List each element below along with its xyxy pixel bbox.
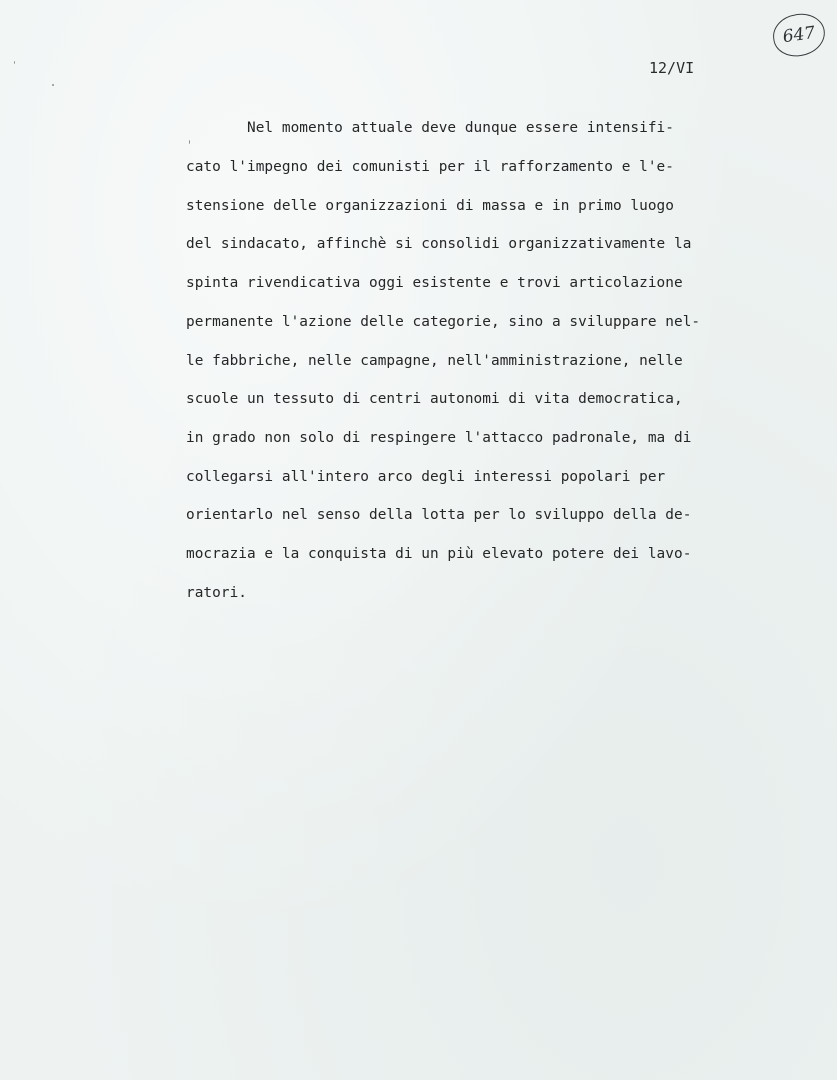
stamp-number: 647 bbox=[781, 22, 817, 48]
text-line: orientarlo nel senso della lotta per lo sviluppo della de- bbox=[186, 507, 692, 523]
page-reference: 12/VI bbox=[649, 59, 695, 77]
paper-speck bbox=[189, 140, 190, 144]
text-line: permanente l'azione delle categorie, sino a sviluppare nel- bbox=[186, 314, 701, 330]
paper-speck bbox=[14, 61, 15, 64]
text-line: in grado non solo di respingere l'attacco padronale, ma di bbox=[186, 430, 692, 446]
text-line: mocrazia e la conquista di un più elevato potere dei lavo- bbox=[186, 546, 692, 562]
text-line: collegarsi all'intero arco degli interessi popolari per bbox=[186, 469, 666, 485]
text-line: stensione delle organizzazioni di massa e in primo luogo bbox=[186, 198, 674, 214]
text-line: del sindacato, affinchè si consolidi organizzativamente la bbox=[186, 236, 692, 252]
text-line: scuole un tessuto di centri autonomi di vita democratica, bbox=[186, 391, 683, 407]
text-line: ratori. bbox=[186, 585, 247, 601]
text-line: Nel momento attuale deve dunque essere intensifi- bbox=[186, 120, 674, 136]
archive-stamp bbox=[770, 11, 827, 60]
text-line: spinta rivendicativa oggi esistente e trovi articolazione bbox=[186, 275, 683, 291]
text-line: cato l'impegno dei comunisti per il rafforzamento e l'e- bbox=[186, 159, 674, 175]
text-line: le fabbriche, nelle campagne, nell'amministrazione, nelle bbox=[186, 353, 683, 369]
paper-speck bbox=[52, 84, 54, 86]
